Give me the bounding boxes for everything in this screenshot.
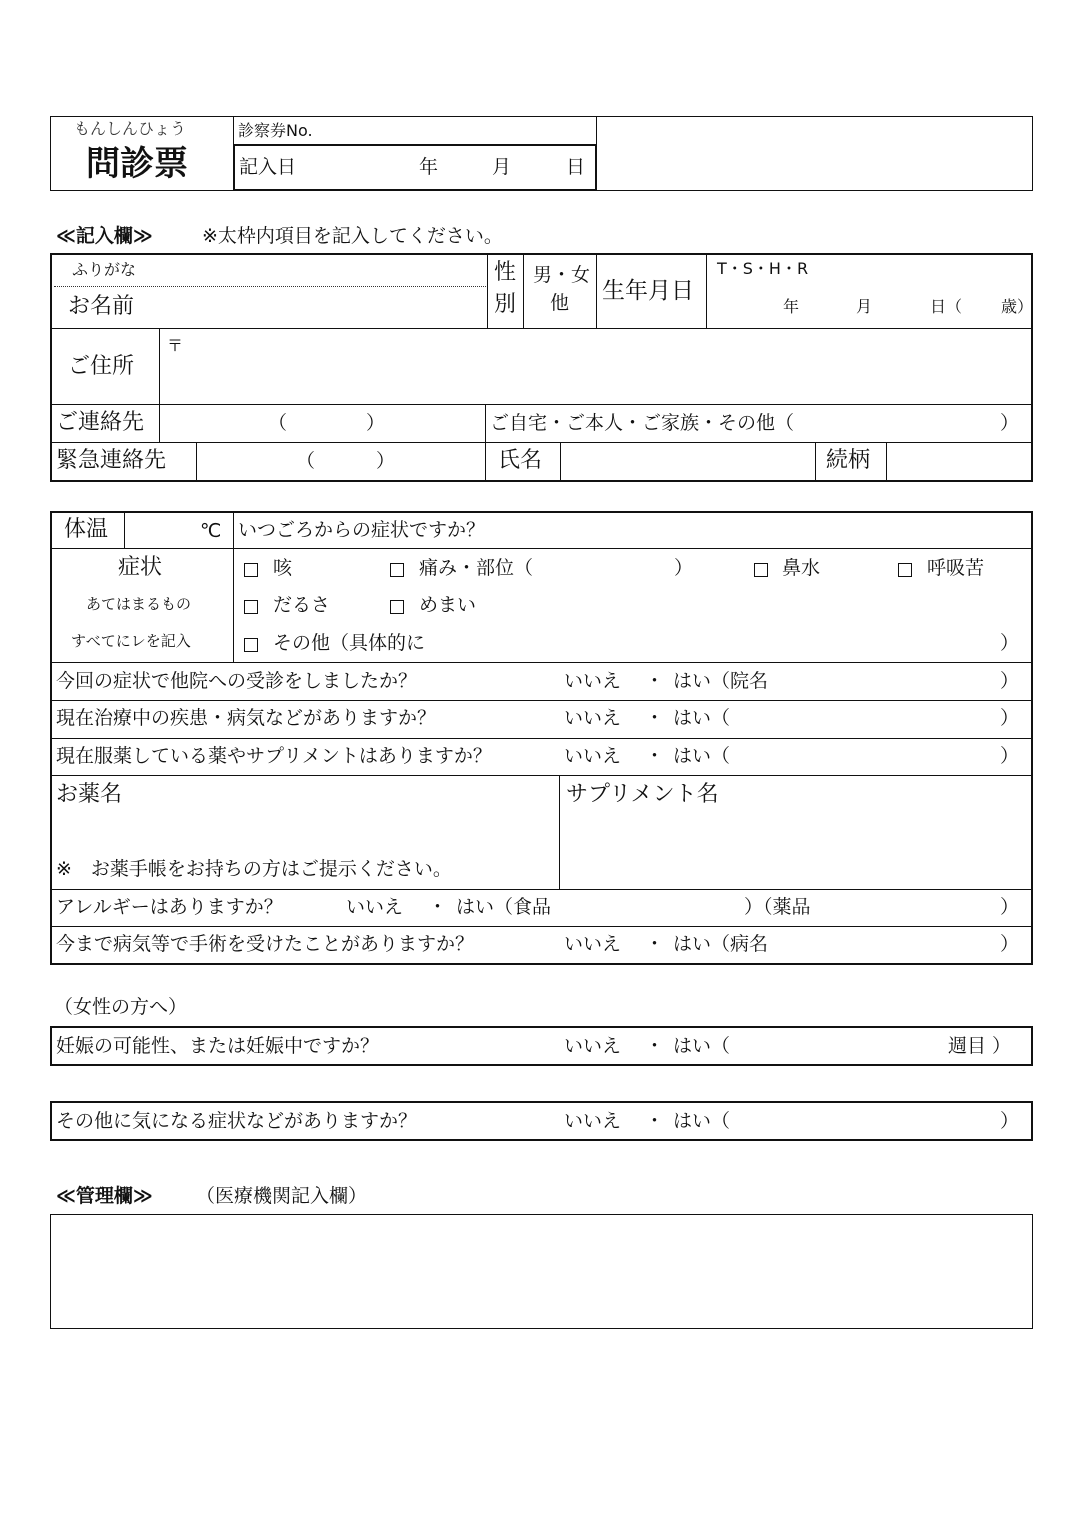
checkbox-dizziness[interactable] [390,599,404,618]
symptom-other-close: ） [1000,632,1020,654]
sex-label-2: 別 [494,292,517,317]
contact-paren-close: ） [366,412,386,434]
name-label: お名前 [68,294,135,319]
medication-yes[interactable]: はい（ [673,745,731,767]
onset-input[interactable] [510,514,1028,546]
contact-label: ご連絡先 [56,410,145,435]
supplement-name-input[interactable] [564,812,1028,886]
current-illness-question: 現在治療中の疾患・病気などがありますか？ [56,707,437,729]
relation-label: 続柄 [826,448,871,473]
address-label: ご住所 [68,354,135,379]
current-illness-no[interactable]: いいえ [564,707,622,729]
surgery-yes[interactable]: はい（病名 [673,933,769,955]
medication-no[interactable]: いいえ [564,745,622,767]
checkbox-other[interactable] [244,637,258,656]
emergency-paren-open: （ [296,450,316,472]
other-clinic-close: ） [1000,670,1020,692]
entry-month: 月 [492,156,512,178]
checkbox-cough[interactable] [244,562,258,581]
symptom-other: その他（具体的に [273,632,426,654]
female-heading: （女性の方へ） [54,996,188,1018]
contact-paren-open: （ [268,412,288,434]
medication-dot: ・ [645,745,665,767]
other-symptoms-close: ） [1000,1110,1020,1132]
admin-section-title: ≪管理欄≫ [56,1185,153,1207]
surgery-close: ） [1000,933,1020,955]
medicine-name-label: お薬名 [56,782,123,807]
onset-question: いつごろからの症状ですか？ [238,519,486,541]
other-clinic-dot: ・ [645,670,665,692]
current-illness-yes[interactable]: はい（ [673,707,731,729]
sex-options[interactable]: 男・女 [533,264,591,286]
allergy-yes-food[interactable]: はい（食品 [456,896,552,918]
admin-section-note: （医療機関記入欄） [196,1185,368,1207]
allergy-question: アレルギーはありますか？ [56,896,283,918]
admin-box[interactable] [50,1214,1033,1329]
sex-other-option[interactable]: 他 [550,292,570,314]
contact-phone-input[interactable] [163,407,481,439]
checkbox-dyspnea[interactable] [898,562,912,581]
pregnancy-question: 妊娠の可能性、または妊娠中ですか？ [56,1035,380,1057]
contact-type-close: ） [1000,412,1020,434]
symptom-fatigue: だるさ [273,594,331,616]
other-symptoms-question: その他に気になる症状などがありますか？ [56,1110,418,1132]
allergy-drug: ）（薬品 [744,896,811,918]
relation-input[interactable] [890,445,1028,478]
name-input[interactable] [164,290,484,326]
pregnancy-weeks: 週目 ） [948,1035,1012,1057]
temp-label: 体温 [64,517,109,542]
sex-label-1: 性 [494,260,517,285]
symptom-instruction-2: すべてにレを記入 [71,632,191,650]
medication-close: ） [1000,745,1020,767]
furigana-divider [54,286,486,287]
title-furigana: もんしんひょう [74,119,187,138]
notebook-note: ※ お薬手帳をお持ちの方はご提示ください。 [56,858,452,880]
address-input[interactable] [190,332,1028,400]
birth-label: 生年月日 [602,278,694,304]
checkbox-runny-nose[interactable] [754,562,768,581]
other-symptoms-dot: ・ [645,1110,665,1132]
birth-month: 月 [856,297,873,316]
checkbox-fatigue[interactable] [244,599,258,618]
emergency-phone-input[interactable] [200,445,482,478]
furigana-input[interactable] [164,256,484,286]
medicine-name-input[interactable] [54,812,554,852]
age: 歳） [1001,297,1034,316]
checkbox-pain[interactable] [390,562,404,581]
current-illness-close: ） [1000,707,1020,729]
emergency-label: 緊急連絡先 [56,448,167,473]
allergy-close: ） [1000,896,1020,918]
surgery-dot: ・ [645,933,665,955]
birth-day: 日（ [930,297,963,316]
surgery-no[interactable]: いいえ [564,933,622,955]
current-illness-dot: ・ [645,707,665,729]
supplement-name-label: サプリメント名 [566,782,719,807]
emergency-paren-close: ） [376,450,396,472]
entry-section-title: ≪記入欄≫ [56,225,153,247]
pregnancy-no[interactable]: いいえ [564,1035,622,1057]
header-blank-box[interactable] [596,116,1033,191]
other-symptoms-no[interactable]: いいえ [564,1110,622,1132]
birth-year: 年 [783,297,800,316]
pregnancy-yes[interactable]: はい（ [673,1035,731,1057]
medication-question: 現在服薬している薬やサプリメントはありますか？ [56,745,492,767]
card-no-label: 診察券No. [238,121,313,140]
surgery-question: 今まで病気等で手術を受けたことがありますか？ [56,933,475,955]
pregnancy-dot: ・ [645,1035,665,1057]
postal-mark: 〒 [167,336,184,355]
entry-section-note: ※太枠内項目を記入してください。 [202,225,503,247]
emergency-name-label: 氏名 [498,448,543,473]
symptom-cough: 咳 [273,557,293,579]
symptom-runny-nose: 鼻水 [782,557,821,579]
other-clinic-no[interactable]: いいえ [564,670,622,692]
era-options[interactable]: T・S・H・R [717,259,809,278]
symptom-pain-close: ） [674,557,694,579]
page-title: 問診票 [86,144,188,184]
temp-unit: ℃ [200,520,222,542]
entry-year: 年 [419,156,439,178]
entry-date-label: 記入日 [239,156,297,178]
other-clinic-yes[interactable]: はい（院名 [673,670,769,692]
symptom-dyspnea: 呼吸苦 [927,557,985,579]
contact-type[interactable]: ご自宅・ご本人・ご家族・その他（ [490,412,795,434]
symptom-pain: 痛み・部位（ [419,557,534,579]
symptom-dizziness: めまい [419,594,477,616]
furigana-label: ふりがな [72,260,137,279]
symptom-instruction-1: あてはまるもの [86,595,192,613]
allergy-no[interactable]: いいえ [346,896,404,918]
other-clinic-question: 今回の症状で他院への受診をしましたか？ [56,670,418,692]
other-symptoms-yes[interactable]: はい（ [673,1110,731,1132]
temp-input[interactable] [128,514,198,546]
allergy-dot: ・ [428,896,448,918]
emergency-name-input[interactable] [564,445,812,478]
symptom-label: 症状 [118,555,163,580]
entry-day: 日 [566,156,586,178]
